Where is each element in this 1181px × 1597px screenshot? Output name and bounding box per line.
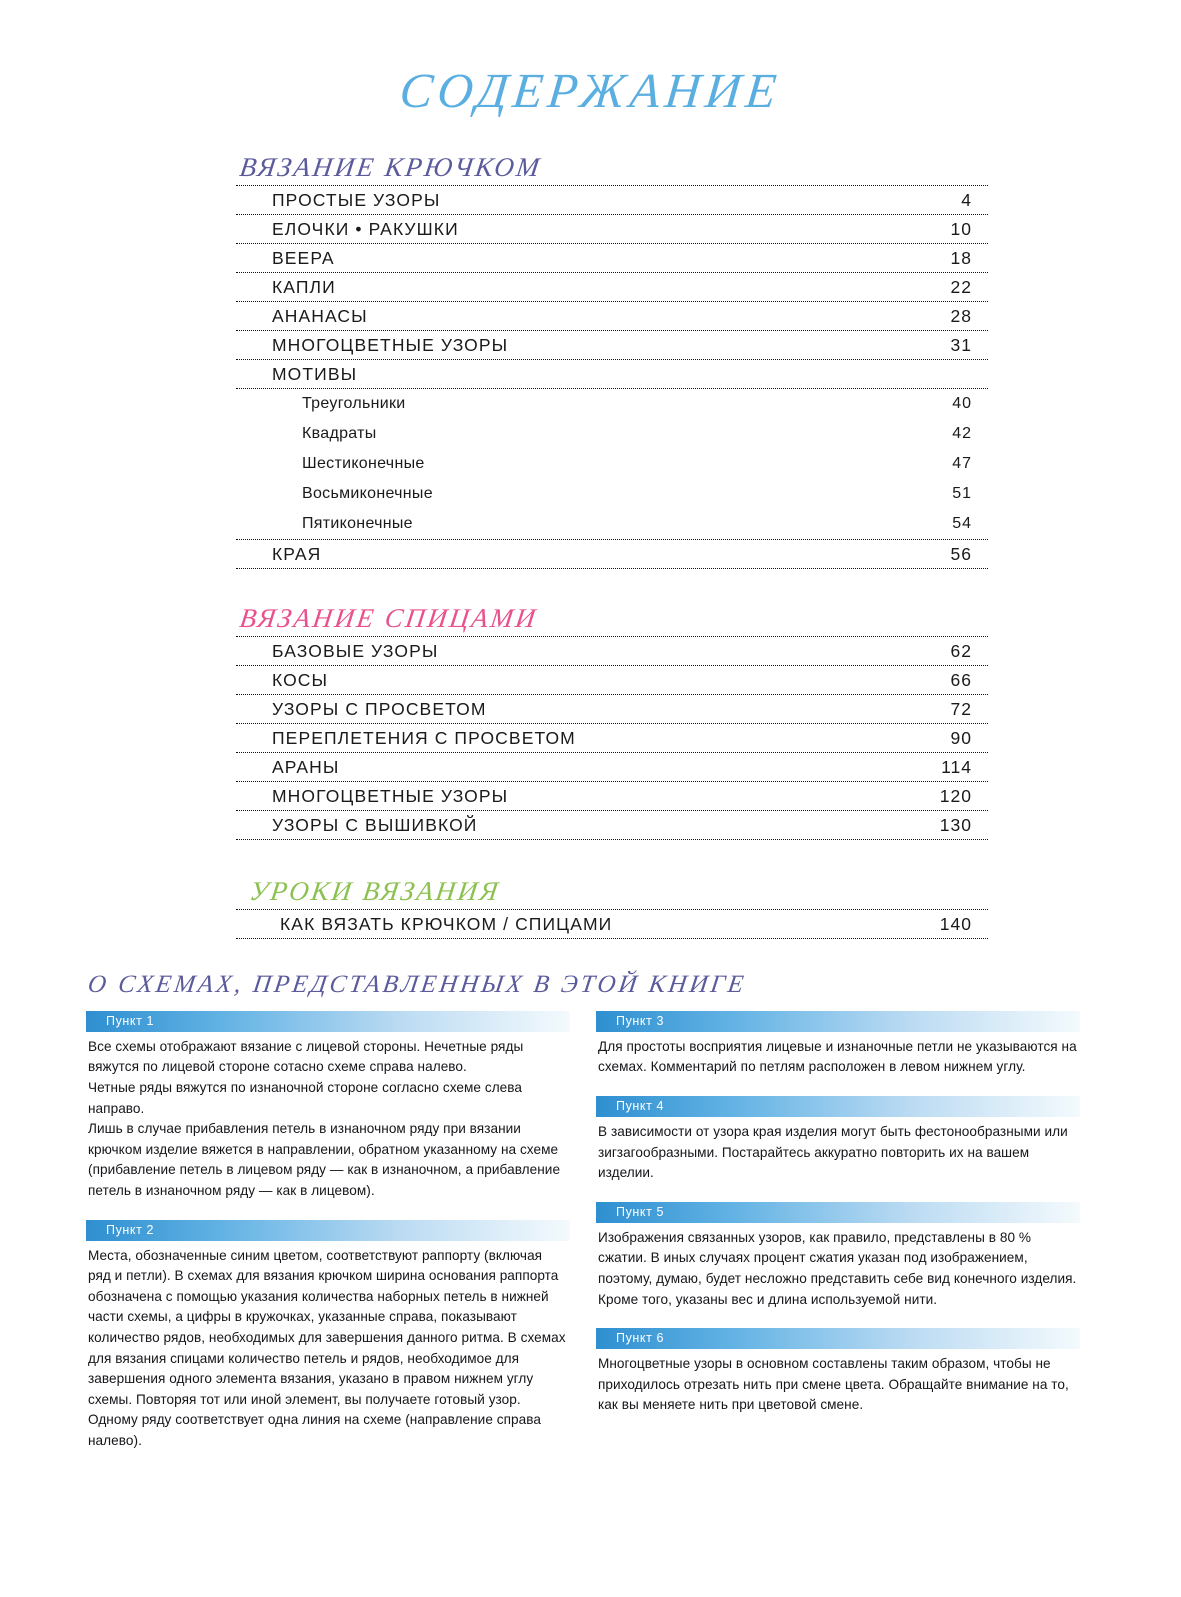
toc-entry-label: Квадраты	[302, 424, 377, 442]
note-section-bar: Пункт 2	[86, 1220, 570, 1241]
note-paragraph: Изображения связанных узоров, как правило, представлены в 80 % сжатии. В иных случаях процент сжатия указан под изображением, поэтому, думаю, будет несложно представить себе вид конечного изделия. Кроме того, указаны вес и длина используемой нити.	[598, 1229, 1077, 1307]
note-paragraph: Многоцветные узоры в основном составлены таким образом, чтобы не приходилось отрезать нить при смене цвета. Обращайте внимание на то, как вы меняете нить при цветовой смене.	[598, 1356, 1069, 1413]
toc-entry[interactable]	[236, 753, 988, 781]
toc-entry-page-number: 4	[961, 189, 972, 210]
note-body	[596, 1223, 1080, 1316]
toc-entry-label: Восьмиконечные	[302, 484, 433, 502]
note-body	[86, 1032, 570, 1208]
note-body	[596, 1117, 1080, 1190]
toc-entry-page-number: 51	[952, 484, 972, 502]
toc-entry-label: Треугольники	[302, 394, 406, 412]
toc-entry[interactable]	[236, 186, 988, 214]
toc-entry-page-number: 10	[950, 218, 972, 239]
notes-columns	[86, 1011, 1095, 1458]
toc-entry-page-number: 66	[950, 669, 972, 690]
toc-entry-label: АРАНЫ	[272, 756, 340, 777]
toc-entry[interactable]	[236, 695, 988, 723]
toc-entry-page-number: 130	[939, 814, 972, 835]
note-section-bar: Пункт 3	[596, 1011, 1080, 1032]
toc-entry-label: МНОГОЦВЕТНЫЕ УЗОРЫ	[272, 334, 509, 355]
toc-entry-page-number: 18	[950, 247, 972, 268]
toc-entry[interactable]	[236, 273, 988, 301]
toc-entry-page-number: 62	[950, 640, 972, 661]
note-section-bar: Пункт 5	[596, 1202, 1080, 1223]
toc-entry[interactable]	[236, 215, 988, 243]
toc-entry[interactable]	[236, 509, 988, 539]
note-paragraph: Четные ряды вяжутся по изнаночной стороне согласно схеме слева направо.	[88, 1080, 523, 1116]
toc-entry-label: КАПЛИ	[272, 276, 336, 297]
toc-section-heading: ВЯЗАНИЕ КРЮЧКОМ	[237, 151, 544, 182]
toc-entry-label: КОСЫ	[272, 669, 329, 690]
note-section-bar: Пункт 4	[596, 1096, 1080, 1117]
toc-entry-label: ПРОСТЫЕ УЗОРЫ	[272, 189, 441, 210]
note-paragraph: Лишь в случае прибавления петель в изнаночном ряду при вязании крючком изделие вяжется в направлении, обратном указанному на схеме (прибавление петель в лицевом ряду — как в изнаночном, а прибавление петель в изнаночном ряду — как в лицевом).	[88, 1121, 561, 1198]
toc-entry[interactable]	[236, 540, 988, 568]
toc-entry[interactable]	[236, 302, 988, 330]
toc-entry-label: КАК ВЯЗАТЬ КРЮЧКОМ / СПИЦАМИ	[280, 913, 613, 934]
note-paragraph: Все схемы отображают вязание с лицевой стороны. Нечетные ряды вяжутся по лицевой стороне сотасно схеме справа налево.	[88, 1038, 524, 1075]
toc-entry[interactable]	[236, 244, 988, 272]
toc-entry-page-number: 140	[939, 913, 972, 934]
notes-left-column	[86, 1011, 570, 1458]
toc-section-heading: ВЯЗАНИЕ СПИЦАМИ	[237, 602, 540, 633]
toc-entry[interactable]	[236, 666, 988, 694]
toc-entry[interactable]	[236, 637, 988, 665]
toc-entry-label: ЕЛОЧКИ • РАКУШКИ	[272, 218, 459, 239]
toc-entry-label: МНОГОЦВЕТНЫЕ УЗОРЫ	[272, 785, 509, 806]
note-paragraph: Для простоты восприятия лицевые и изнаночные петли не указываются на схемах. Комментарий по петлям расположен в левом нижнем углу.	[598, 1038, 1077, 1075]
toc-entry-page-number: 31	[950, 334, 972, 355]
note-paragraph: В зависимости от узора края изделия могут быть фестонообразными или зигзагообразными. Постарайтесь аккуратно повторить их на вашем изделии.	[598, 1124, 1068, 1181]
note-body	[596, 1032, 1080, 1084]
toc-entry[interactable]	[236, 419, 988, 449]
toc-entry[interactable]	[236, 449, 988, 479]
toc-entry[interactable]	[236, 479, 988, 509]
toc-entry-label: КРАЯ	[272, 543, 322, 564]
page-title: СОДЕРЖАНИЕ	[397, 63, 784, 118]
toc-entry-page-number: 56	[950, 543, 972, 564]
toc-entry-page-number: 42	[952, 424, 972, 442]
toc-section-heading: УРОКИ ВЯЗАНИЯ	[247, 875, 503, 906]
toc-entry-label: Пятиконечные	[302, 514, 413, 532]
dotted-rule	[236, 839, 988, 840]
toc-entry-page-number: 22	[950, 276, 972, 297]
notes-right-column	[596, 1011, 1080, 1422]
toc-entry[interactable]	[236, 782, 988, 810]
toc-entry-page-number: 114	[941, 756, 972, 777]
notes-heading: О СХЕМАХ, ПРЕДСТАВЛЕННЫХ В ЭТОЙ КНИГЕ	[86, 970, 749, 998]
note-body	[596, 1349, 1080, 1422]
toc-entry-page-number: 90	[950, 727, 972, 748]
toc-entry-page-number: 120	[939, 785, 972, 806]
toc-entry[interactable]	[236, 910, 988, 938]
toc-entry[interactable]	[236, 360, 988, 388]
note-section-bar: Пункт 1	[86, 1011, 570, 1032]
toc-entry-label: АНАНАСЫ	[272, 305, 368, 326]
toc-entry-label: УЗОРЫ С ВЫШИВКОЙ	[272, 814, 478, 835]
toc-entry[interactable]	[236, 331, 988, 359]
toc-entry-label: ВЕЕРА	[272, 247, 335, 268]
toc-entry[interactable]	[236, 724, 988, 752]
toc-entry-page-number: 40	[952, 394, 972, 412]
toc-entry[interactable]	[236, 389, 988, 419]
dotted-rule	[236, 568, 988, 569]
note-body	[86, 1241, 570, 1458]
dotted-rule	[236, 938, 988, 939]
toc-entry-label: МОТИВЫ	[272, 363, 358, 384]
toc-entry-page-number: 72	[950, 698, 972, 719]
note-section-bar: Пункт 6	[596, 1328, 1080, 1349]
toc-entry-page-number: 54	[952, 514, 972, 532]
toc-entry-page-number: 47	[952, 454, 972, 472]
toc-entry-page-number: 28	[950, 305, 972, 326]
note-paragraph: Места, обозначенные синим цветом, соответствуют раппорту (включая ряд и петли). В схемах для вязания крючком ширина основания раппорта обозначена с помощью указания количества наборных петель в нижней части схемы, а цифры в кружочках, указанные справа, показывают количество рядов, необходимых для завершения данного ритма. В схемах для вязания спицами количество петель и рядов, необходимое для завершения одного элемента вязания, указано в правом нижнем углу схемы. Повторяя тот или иной элемент, вы получаете готовый узор. Одному ряду соответствует одна линия на схеме (направление справа налево).	[88, 1247, 566, 1448]
toc-entry-label: УЗОРЫ С ПРОСВЕТОМ	[272, 698, 487, 719]
toc-entry-label: ПЕРЕПЛЕТЕНИЯ С ПРОСВЕТОМ	[272, 727, 576, 748]
table-of-contents	[236, 152, 988, 939]
toc-entry[interactable]	[236, 811, 988, 839]
toc-entry-label: Шестиконечные	[302, 454, 425, 472]
toc-entry-label: БАЗОВЫЕ УЗОРЫ	[272, 640, 439, 661]
